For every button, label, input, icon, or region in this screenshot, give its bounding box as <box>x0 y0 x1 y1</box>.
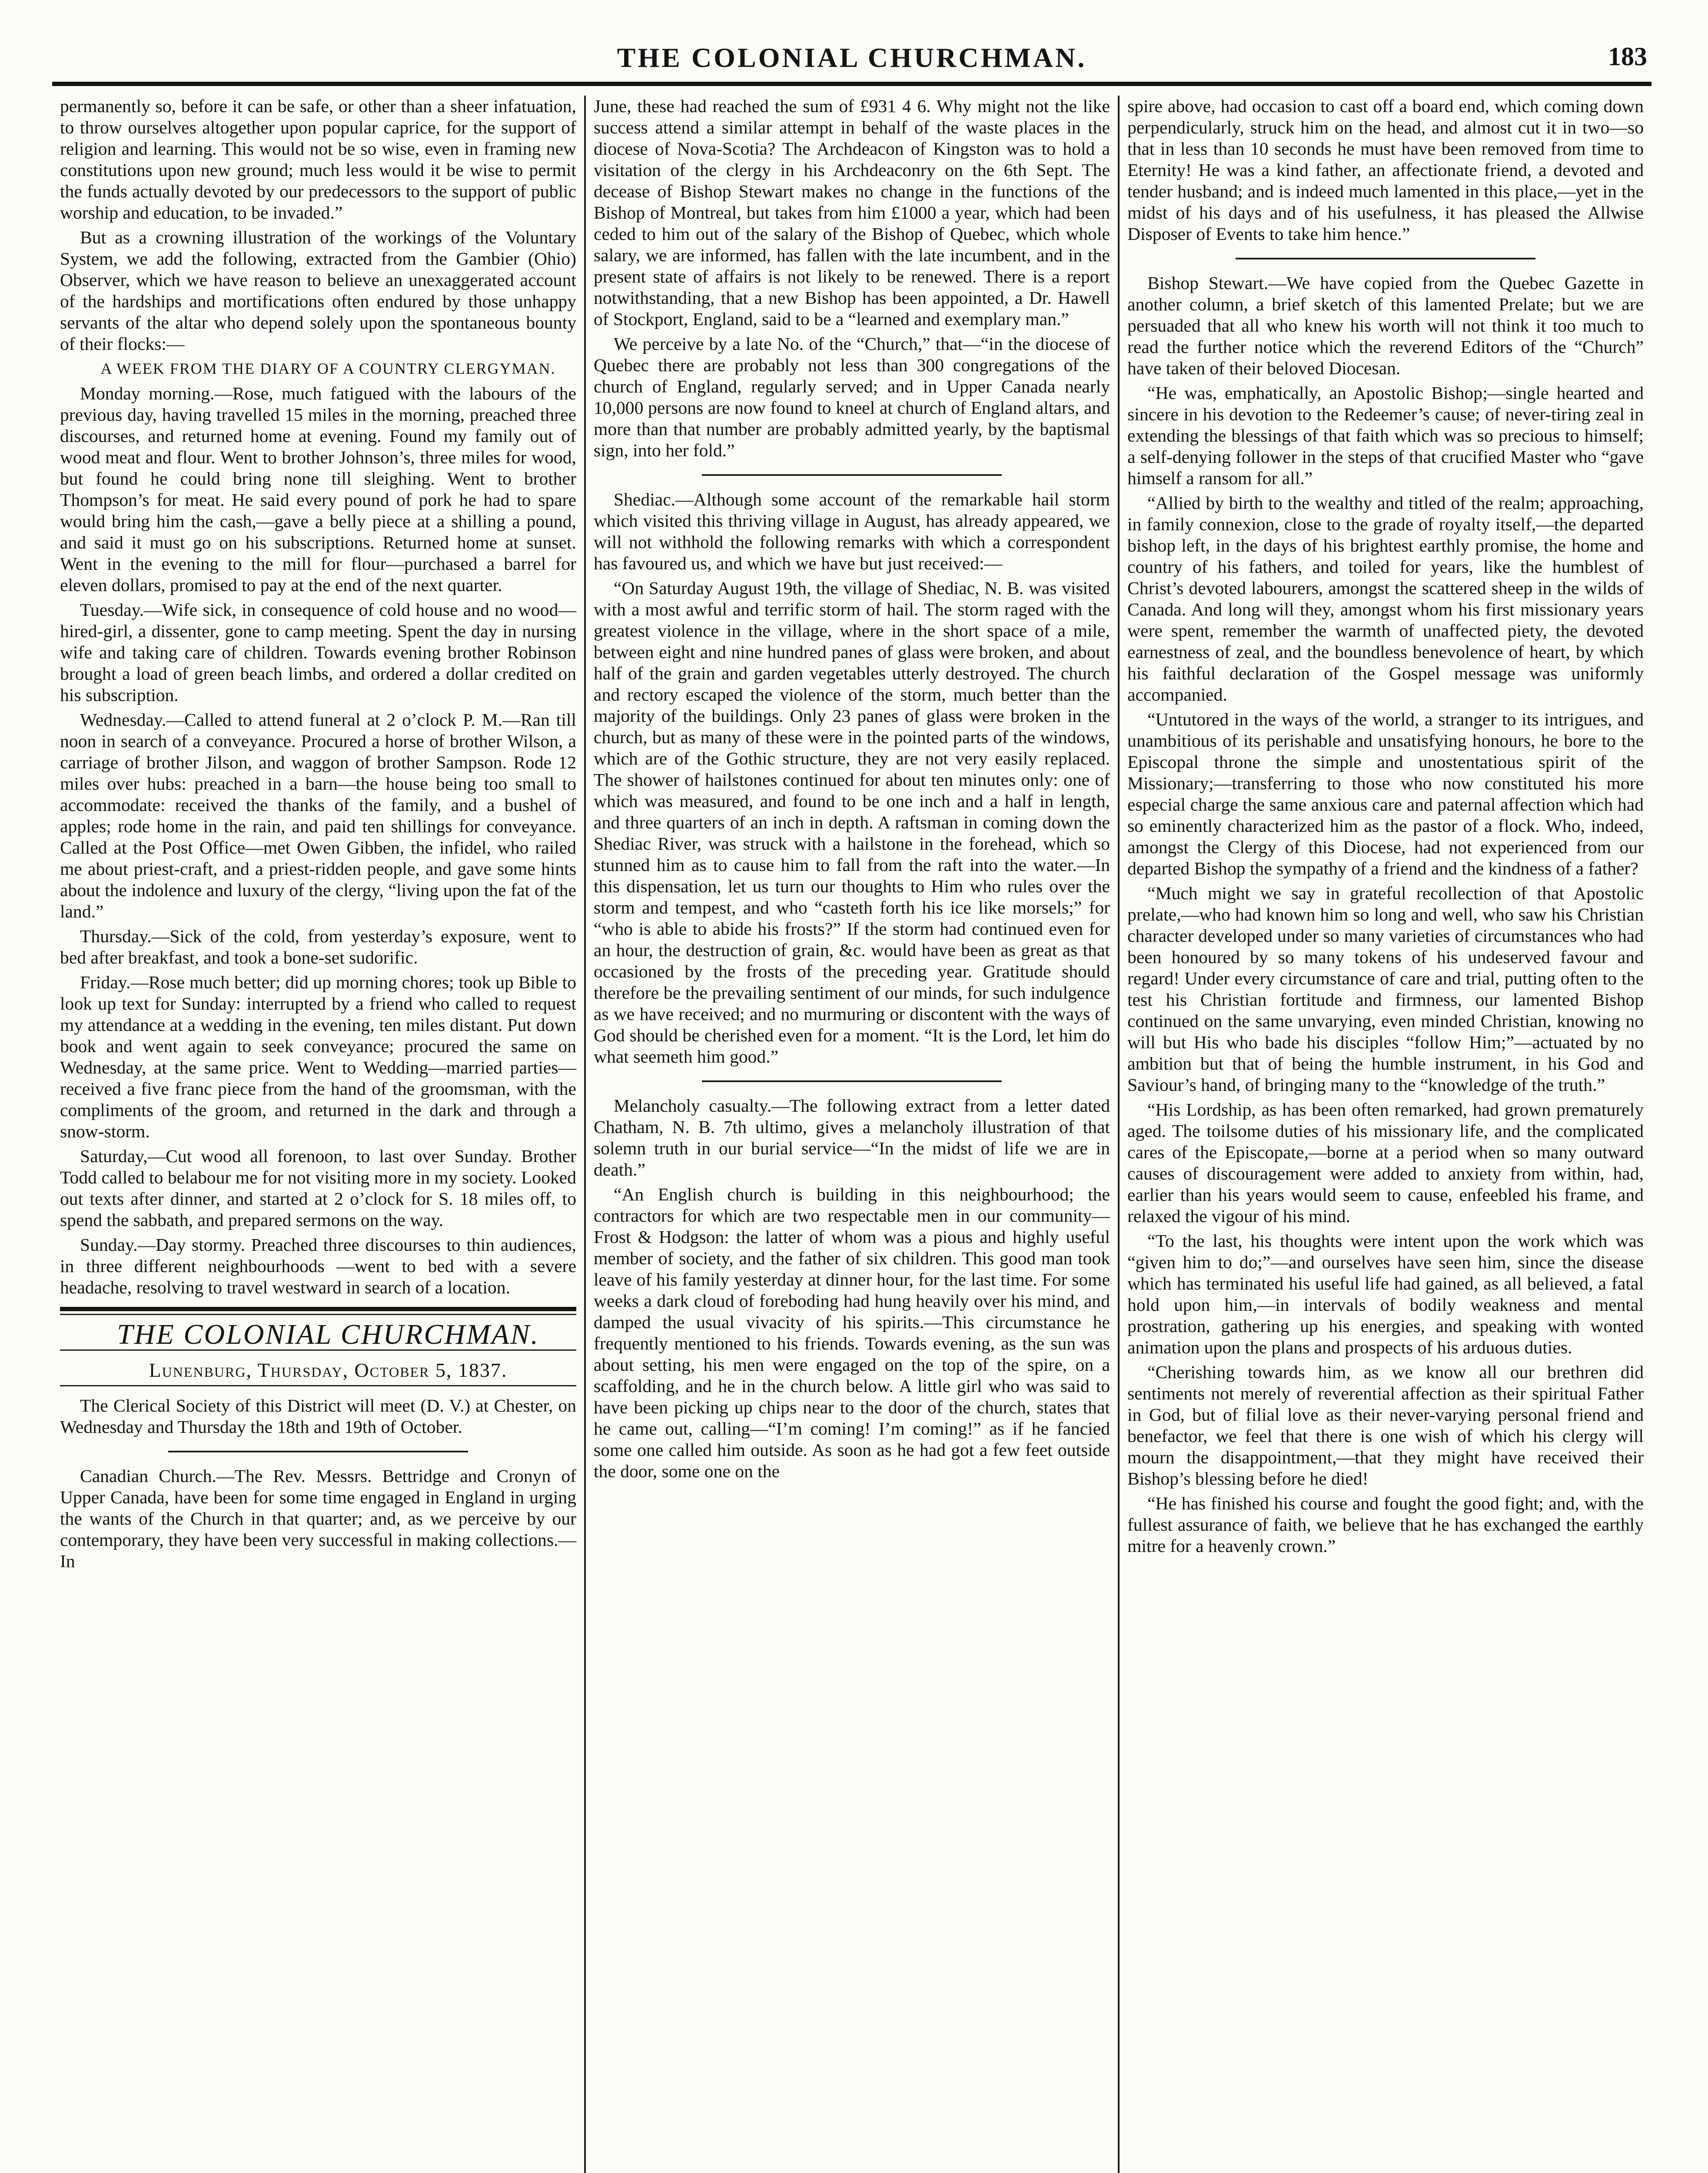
canadian-church-article: Canadian Church.—The Rev. Messrs. Bettridge and Cronyn of Upper Canada, have been for some time engaged in England in urging the wants of the Church in that quarter; and, as we perceive by our contemporary, they have been very successful in making collections.—In <box>60 1466 576 1571</box>
quotation-paragraph: “His Lordship, as has been often remarked, had grown prematurely aged. The toilsome duties of his missionary life, and the complicated cares of the Episcopate,—borne at a period when so many outward causes of discouragement were added to anxiety from within, had, earlier than his years would seem to cause, enfeebled his frame, and relaxed the vigour of his mind. <box>1127 1100 1644 1226</box>
diary-entry-sunday: Sunday.—Day stormy. Preached three discourses to thin audiences, in three different neighbourhoods —went to bed with a severe headache, resolving to travel westward in search of a location. <box>60 1235 576 1297</box>
diary-entry-friday: Friday.—Rose much better; did up morning chores; took up Bible to look up text for Sunday: interrupted by a friend who called to request my attendance at a wedding in the evening, ten miles distant. Put down book and went again to seek conveyance; procured the same on Wednesday, at the same price. Went to Wedding—married parties—received a five franc piece from the hand of the groomsman, with the compliments of the groom, and returned in the dark and through a snow-storm. <box>60 972 576 1141</box>
quotation-paragraph: “Untutored in the ways of the world, a stranger to its intrigues, and unambitious of its perishable and unsatisfying honours, he bore to the Episcopal throne the simple and unostentatious spirit of the Missionary;—transferring to those who now constituted his more especial charge the same anxious care and paternal affection which had so eminently characterized him as the pastor of a flock. Who, indeed, amongst the Clergy of this Diocese, had not experienced from our departed Bishop the sympathy of a friend and the kindness of a father? <box>1127 709 1644 878</box>
clerical-society-notice: The Clerical Society of this District will meet (D. V.) at Chester, on Wednesday and Thursday the 18th and 19th of October. <box>60 1396 576 1437</box>
page-header <box>52 39 1652 79</box>
newspaper-title: THE COLONIAL CHURCHMAN. <box>617 42 1087 73</box>
shediac-article: Shediac.—Although some account of the remarkable hail storm which visited this thriving village in August, has already appeared, we will not withhold the following remarks with which a correspondent has favoured us, and which we have but just received:— <box>594 489 1110 573</box>
header-rule <box>52 82 1652 86</box>
dateline-rule <box>60 1385 576 1386</box>
diary-entry-monday: Monday morning.—Rose, much fatigued with the labours of the previous day, having travelled 15 miles in the morning, preached three discourses, and returned home at evening. Found my family out of wood meat and flour. Went to brother Johnson’s, three miles for wood, but found he could bring none till sleighing. Went to brother Thompson’s for meat. He said every pound of pork he had to spare would bring him the cash,—gave a belly piece at a shilling a pound, and said it must go on his subscriptions. Returned home at sunset. Went in the evening to the mill for flour—purchased a barrel for eleven dollars, promised to pay at the end of the next quarter. <box>60 383 576 595</box>
melancholy-casualty-article: Melancholy casualty.—The following extract from a letter dated Chatham, N. B. 7th ultimo, gives a melancholy illustration of that solemn truth in our burial service—“In the midst of life we are in death.” <box>594 1096 1110 1180</box>
quotation-paragraph: “To the last, his thoughts were intent upon the work which was “given him to do;”—and ourselves have seen him, since the disease which has terminated his useful life had gained, as all believed, a fatal hold upon him,—in intervals of bodily weakness and mental prostration, gathering up his energies, and speaking with wonted animation upon the plans and prospects of his arduous duties. <box>1127 1231 1644 1357</box>
dateline: Lunenburg, Thursday, October 5, 1837. <box>149 1359 508 1381</box>
diary-heading: A WEEK FROM THE DIARY OF A COUNTRY CLERGYMAN. <box>100 360 556 377</box>
quotation-paragraph: “Much might we say in grateful recollection of that Apostolic prelate,—who had known him so long and well, who saw his Christian character developed under so many varieties of circumstances who had been honoured by so many tokens of his undeserved favour and regard! Under every circumstance of care and trial, putting often to the test his Christian fortitude and firmness, our lamented Bishop continued on the same unvarying, even minded Christian, knowing no will but His who bade his disciples “follow Him;”—actuated by no ambition but that of being the humble instrument, in his God and Saviour’s hand, of bringing many to the “knowledge of the truth.” <box>1127 883 1644 1095</box>
english-church-quotation: “An English church is building in this neighbourhood; the contractors for which are two respectable men in our community—Frost & Hodgson: the latter of whom was a pious and highly useful member of society, and the father of six children. This good man took leave of his family yesterday at dinner hour, for the last time. For some weeks a dark cloud of foreboding had hung heavily over his mind, and damped the usual vivacity of his spirits.—This circumstance he frequently mentioned to his friends. Towards evening, as the sun was about setting, his men were engaged on the top of the spire, on a scaffolding, and he in the church below. A little girl who was said to have been picking up chips near to the door of the church, states that he came out, calling—“I’m coming! I’m coming!” as if he fancied some one called him outside. As soon as he had got a few feet outside the door, some one on the <box>594 1184 1110 1481</box>
quotation-paragraph: “Allied by birth to the wealthy and titled of the realm; approaching, in family connexion, close to the grade of royalty itself,—the departed bishop left, in the days of his brightest earthly promise, the home and country of his fathers, and toiled for years, like the humblest of Christ’s devoted labourers, amongst the scattered sheep in the wilds of Canada. And long will they, amongst whom his first missionary years were spent, remember the warmth of unaffected piety, the devoted earnestness of zeal, and the boundless benevolence of heart, by which his faithful declaration of the Gospel message was uniformly accompanied. <box>1127 493 1644 704</box>
section-rule <box>60 1314 576 1315</box>
article-separator <box>1236 258 1535 259</box>
quotation-paragraph: “He has finished his course and fought the good fight; and, with the fullest assurance of faith, we believe that he has exchanged the earthly mitre for a heavenly crown.” <box>1127 1493 1644 1556</box>
paragraph: But as a crowning illustration of the workings of the Voluntary System, we add the following, extracted from the Gambier (Ohio) Observer, which we have reason to believe an unexaggerated account of the hardships and mortifications often endured by those unhappy servants of the altar who depend solely upon the spontaneous bounty of their flocks:— <box>60 227 576 354</box>
page-number: 183 <box>1608 42 1647 71</box>
section-rule <box>60 1307 576 1311</box>
column-3 <box>1118 96 1652 2173</box>
column-2 <box>584 96 1118 2173</box>
paragraph: We perceive by a late No. of the “Church,” that—“in the diocese of Quebec there are probably not less than 300 congregations of the church of England, regularly served; and in Upper Canada nearly 10,000 persons are now found to kneel at church of England altars, and more than that number are probably admitted yearly, by the baptismal sign, into her fold.” <box>594 334 1110 460</box>
quotation-paragraph: “Cherishing towards him, as we know all our brethren did sentiments not merely of reverential affection as their spiritual Father in God, but of filial love as their never-varying personal friend and benefactor, we feel that there is one wish of which his clergy will mourn the disappointment,—that they might have received their Bishop’s blessing before he died! <box>1127 1362 1644 1489</box>
masthead-title: THE COLONIAL CHURCHMAN. <box>117 1319 539 1350</box>
quotation-paragraph: “He was, emphatically, an Apostolic Bishop;—single hearted and sincere in his devotion to the Redeemer’s cause; of never-tiring zeal in extending the blessings of that faith which was so precious to himself; a self-denying follower in the steps of that crucified Master who “gave himself a ransom for all.” <box>1127 383 1644 488</box>
bishop-stewart-article: Bishop Stewart.—We have copied from the Quebec Gazette in another column, a brief sketch of this lamented Prelate; but we are persuaded that all who knew his worth will not think it too much to read the further notice which the reverend Editors of the “Church” have taken of their beloved Diocesan. <box>1127 273 1644 378</box>
article-separator <box>702 1080 1001 1082</box>
article-separator <box>702 474 1001 476</box>
storm-quotation: “On Saturday August 19th, the village of Shediac, N. B. was visited with a most awful and terrific storm of hail. The storm raged with the greatest violence in the village, where in the short space of a mile, between eight and nine hundred panes of glass were broken, and about half of the grain and garden vegetables utterly destroyed. The church and rectory escaped the violence of the storm, much better than the majority of the buildings. Only 23 panes of glass were broken in the church, but as many of these were in the pointed parts of the windows, which are of the Gothic structure, they are not very easily replaced. The shower of hailstones continued for about ten minutes only: one of which was measured, and found to be one inch and a half in length, and three quarters of an inch in depth. A raftsman in coming down the Shediac River, was struck with a hailstone in the forehead, which so stunned him as to cause him to fall from the raft into the water.—In this dispensation, let us turn our thoughts to Him who rules over the storm and tempest, and who “casteth forth his ice like morsels;” for “who is able to abide his frosts?” If the storm had continued even for an hour, the destruction of grain, &c. would have been as great as that occasioned by the frosts of the preceding year. Gratitude should therefore be the prevailing sentiment of our minds, for such indulgence as we have received; and no murmuring or discontent with the ways of God should be cherished even for a moment. “It is the Lord, let him do what seemeth him good.” <box>594 578 1110 1067</box>
diary-entry-tuesday: Tuesday.—Wife sick, in consequence of cold house and no wood—hired-girl, a dissenter, gone to camp meeting. Spent the day in nursing wife and taking care of children. Towards evening brother Robinson brought a load of green beach limbs, and ordered a dollar credited on his subscription. <box>60 600 576 705</box>
diary-entry-thursday: Thursday.—Sick of the cold, from yesterday’s exposure, went to bed after breakfast, and took a bone-set sudorific. <box>60 926 576 967</box>
diary-entry-wednesday: Wednesday.—Called to attend funeral at 2 o’clock P. M.—Ran till noon in search of a conveyance. Procured a horse of brother Wilson, a carriage of brother Jilson, and waggon of brother Sampson. Rode 12 miles over hubs: preached in a barn—the house being too small to accommodate: received the thanks of the family, and a bushel of apples; rode home in the rain, and paid ten shillings for conveyance. Called at the Post Office—met Owen Gibben, the infidel, who railed me about priest-craft, and a priest-ridden people, and gave some hints about the indolence and luxury of the clergy, “living upon the fat of the land.” <box>60 710 576 921</box>
article-separator <box>168 1451 468 1452</box>
paragraph: June, these had reached the sum of £931 4 6. Why might not the like success attend a similar attempt in behalf of the waste places in the diocese of Nova-Scotia? The Archdeacon of Kingston was to hold a visitation of the clergy in his Archdeaconry on the 6th Sept. The decease of Bishop Stewart makes no change in the functions of the Bishop of Montreal, but takes from him £1000 a year, which had been ceded to him out of the salary of the Bishop of Quebec, which whole salary, we are informed, has fallen with the late incumbent, and in the present state of affairs is not likely to be renewed. There is a report notwithstanding, that a new Bishop has been appointed, a Dr. Hawell of Stockport, England, said to be a “learned and exemplary man.” <box>594 96 1110 329</box>
column-1 <box>52 96 584 2173</box>
diary-entry-saturday: Saturday,—Cut wood all forenoon, to last over Sunday. Brother Todd called to belabour me for not visiting more in my society. Looked out texts after dinner, and started at 2 o’clock for S. 18 miles off, to spend the sabbath, and prepared sermons on the way. <box>60 1146 576 1230</box>
paragraph: spire above, had occasion to cast off a board end, which coming down perpendicularly, struck him on the head, and almost cut it in two—so that in less than 10 seconds he must have been removed from time to Eternity! He was a kind father, an affectionate friend, a devoted and tender husband; and is indeed much lamented in this place,—yet in the midst of his days and of his usefulness, it has pleased the Allwise Disposer of Events to take him hence.” <box>1127 96 1644 244</box>
columns <box>52 96 1652 2173</box>
paragraph: permanently so, before it can be safe, or other than a sheer infatuation, to throw ourselves altogether upon popular caprice, for the support of religion and learning. This would not be so wise, even in framing new constitutions upon new ground; much less would it be wise to permit the funds actually devoted by our predecessors to the support of public worship and education, to be invaded.” <box>60 96 576 223</box>
